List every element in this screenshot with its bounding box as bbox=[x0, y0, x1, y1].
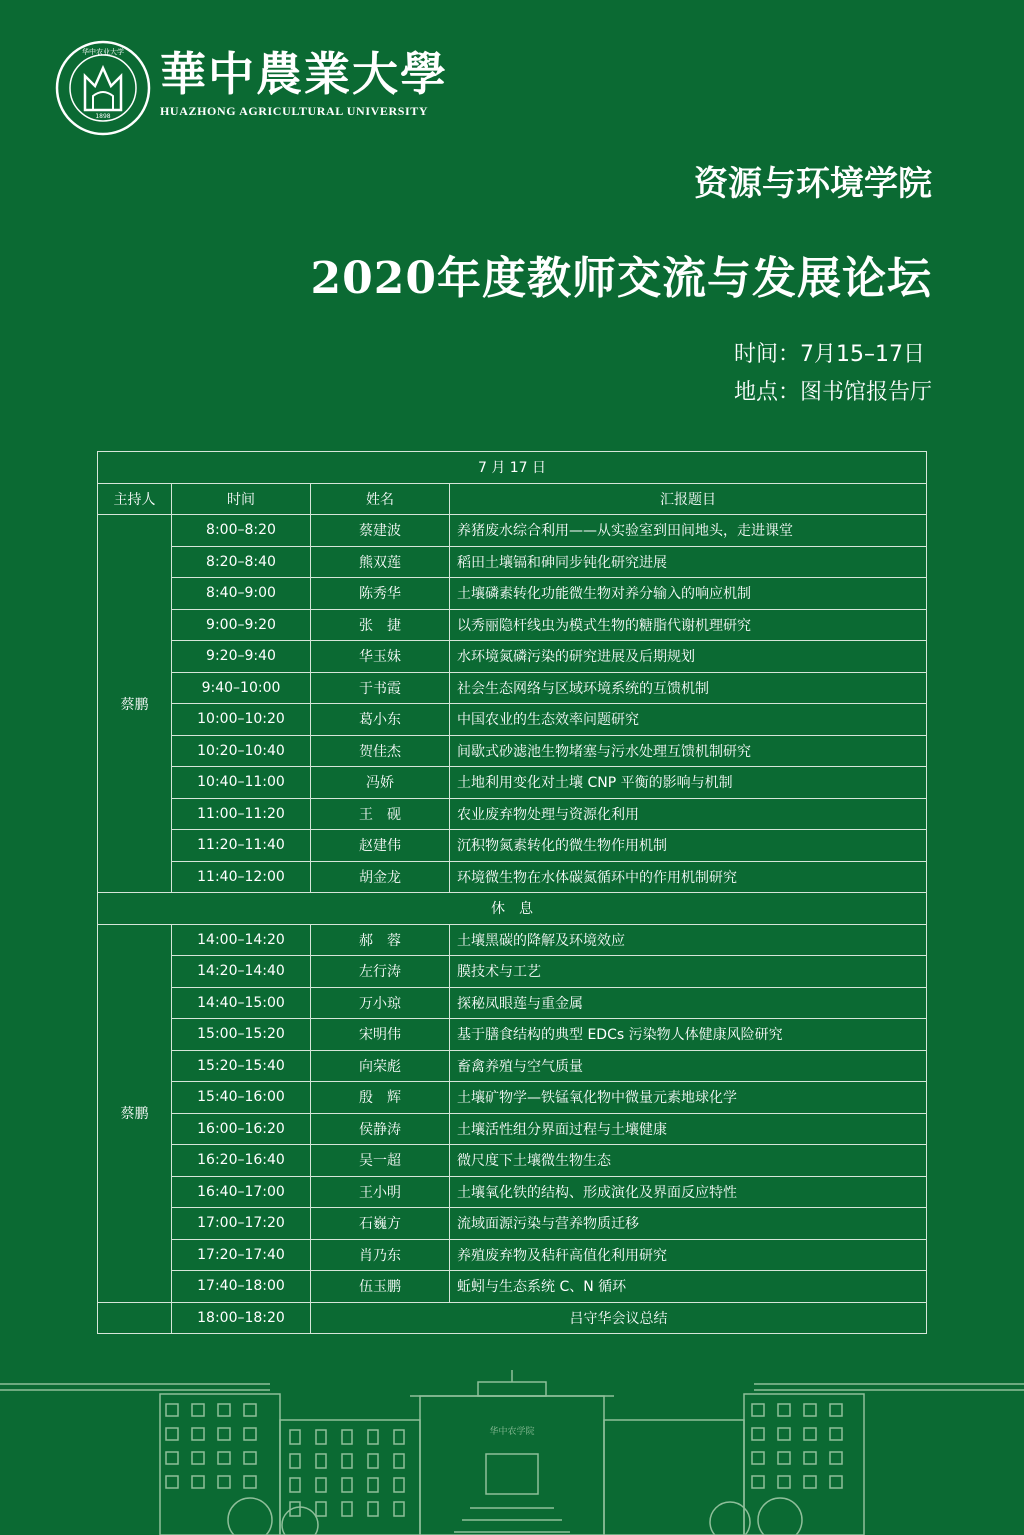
campus-building-illustration bbox=[0, 1370, 1024, 1535]
name-cell: 吴一超 bbox=[311, 1145, 450, 1177]
university-emblem-icon bbox=[55, 40, 151, 136]
window-mark bbox=[192, 1476, 204, 1488]
window-mark bbox=[752, 1452, 764, 1464]
table-row bbox=[98, 1239, 927, 1271]
time-cell: 15:00–15:20 bbox=[172, 1019, 311, 1051]
window-mark bbox=[218, 1452, 230, 1464]
closing-row bbox=[98, 1302, 927, 1334]
time-cell: 18:00–18:20 bbox=[172, 1302, 311, 1334]
table-row bbox=[98, 1176, 927, 1208]
table-row bbox=[98, 1050, 927, 1082]
time-cell: 9:40–10:00 bbox=[172, 672, 311, 704]
window-mark bbox=[166, 1452, 178, 1464]
name-cell: 殷 辉 bbox=[311, 1082, 450, 1114]
window-mark bbox=[342, 1454, 352, 1468]
name-cell: 郝 蓉 bbox=[311, 924, 450, 956]
event-venue: 地点：图书馆报告厅 bbox=[733, 380, 932, 405]
name-cell: 陈秀华 bbox=[311, 578, 450, 610]
window-mark bbox=[218, 1428, 230, 1440]
time-cell: 11:00–11:20 bbox=[172, 798, 311, 830]
schedule-table bbox=[97, 451, 927, 1334]
column-header-topic: 汇报题目 bbox=[450, 483, 927, 515]
table-row bbox=[98, 1082, 927, 1114]
closing-text: 吕守华会议总结 bbox=[311, 1302, 927, 1334]
table-row bbox=[98, 1019, 927, 1051]
window-mark bbox=[804, 1404, 816, 1416]
window-mark bbox=[804, 1452, 816, 1464]
topic-cell: 间歇式砂滤池生物堵塞与污水处理互馈机制研究 bbox=[450, 735, 927, 767]
forum-title: 2020年度教师交流与发展论坛 bbox=[310, 253, 932, 304]
break-label: 休 息 bbox=[98, 893, 927, 925]
name-cell: 王小明 bbox=[311, 1176, 450, 1208]
window-mark bbox=[394, 1430, 404, 1444]
host-cell: 蔡鹏 bbox=[98, 924, 172, 1302]
name-cell: 左行涛 bbox=[311, 956, 450, 988]
table-row bbox=[98, 704, 927, 736]
time-cell: 10:00–10:20 bbox=[172, 704, 311, 736]
topic-cell: 社会生态网络与区域环境系统的互馈机制 bbox=[450, 672, 927, 704]
university-name-cn: 華中農業大學 bbox=[160, 47, 448, 101]
name-cell: 于书霞 bbox=[311, 672, 450, 704]
window-mark bbox=[752, 1476, 764, 1488]
window-mark bbox=[778, 1428, 790, 1440]
name-cell: 赵建伟 bbox=[311, 830, 450, 862]
time-cell: 16:40–17:00 bbox=[172, 1176, 311, 1208]
window-mark bbox=[316, 1502, 326, 1516]
window-mark bbox=[368, 1502, 378, 1516]
time-cell: 14:00–14:20 bbox=[172, 924, 311, 956]
window-mark bbox=[218, 1404, 230, 1416]
window-mark bbox=[316, 1478, 326, 1492]
window-mark bbox=[778, 1476, 790, 1488]
table-row bbox=[98, 546, 927, 578]
host-cell bbox=[98, 1302, 172, 1334]
table-row bbox=[98, 987, 927, 1019]
window-mark bbox=[778, 1452, 790, 1464]
table-row bbox=[98, 672, 927, 704]
time-cell: 15:20–15:40 bbox=[172, 1050, 311, 1082]
name-cell: 熊双莲 bbox=[311, 546, 450, 578]
window-mark bbox=[830, 1476, 842, 1488]
time-cell: 10:40–11:00 bbox=[172, 767, 311, 799]
table-row bbox=[98, 924, 927, 956]
time-cell: 15:40–16:00 bbox=[172, 1082, 311, 1114]
name-cell: 张 捷 bbox=[311, 609, 450, 641]
name-cell: 肖乃东 bbox=[311, 1239, 450, 1271]
university-name-en: HUAZHONG AGRICULTURAL UNIVERSITY bbox=[160, 104, 429, 118]
window-mark bbox=[830, 1428, 842, 1440]
topic-cell: 土壤黑碳的降解及环境效应 bbox=[450, 924, 927, 956]
topic-cell: 沉积物氮素转化的微生物作用机制 bbox=[450, 830, 927, 862]
window-mark bbox=[342, 1430, 352, 1444]
name-cell: 万小琼 bbox=[311, 987, 450, 1019]
window-mark bbox=[290, 1454, 300, 1468]
time-cell: 8:40–9:00 bbox=[172, 578, 311, 610]
table-row bbox=[98, 767, 927, 799]
time-cell: 17:20–17:40 bbox=[172, 1239, 311, 1271]
table-row bbox=[98, 1208, 927, 1240]
window-mark bbox=[830, 1404, 842, 1416]
time-cell: 14:40–15:00 bbox=[172, 987, 311, 1019]
window-mark bbox=[290, 1478, 300, 1492]
time-cell: 14:20–14:40 bbox=[172, 956, 311, 988]
topic-cell: 土壤活性组分界面过程与土壤健康 bbox=[450, 1113, 927, 1145]
host-cell: 蔡鹏 bbox=[98, 515, 172, 893]
time-cell: 8:00–8:20 bbox=[172, 515, 311, 547]
topic-cell: 养殖废弃物及秸秆高值化利用研究 bbox=[450, 1239, 927, 1271]
table-row bbox=[98, 830, 927, 862]
topic-cell: 基于膳食结构的典型 EDCs 污染物人体健康风险研究 bbox=[450, 1019, 927, 1051]
name-cell: 冯娇 bbox=[311, 767, 450, 799]
event-meta bbox=[734, 336, 932, 412]
time-cell: 16:00–16:20 bbox=[172, 1113, 311, 1145]
time-cell: 9:00–9:20 bbox=[172, 609, 311, 641]
window-mark bbox=[830, 1452, 842, 1464]
topic-cell: 环境微生物在水体碳氮循环中的作用机制研究 bbox=[450, 861, 927, 893]
topic-cell: 畜禽养殖与空气质量 bbox=[450, 1050, 927, 1082]
window-mark bbox=[290, 1430, 300, 1444]
name-cell: 葛小东 bbox=[311, 704, 450, 736]
topic-cell: 探秘凤眼莲与重金属 bbox=[450, 987, 927, 1019]
building-sign: 华中农学院 bbox=[489, 1427, 535, 1437]
topic-cell: 水环境氮磷污染的研究进展及后期规划 bbox=[450, 641, 927, 673]
window-mark bbox=[166, 1476, 178, 1488]
table-row bbox=[98, 515, 927, 547]
topic-cell: 稻田土壤镉和砷同步钝化研究进展 bbox=[450, 546, 927, 578]
table-row bbox=[98, 609, 927, 641]
topic-cell: 农业废弃物处理与资源化利用 bbox=[450, 798, 927, 830]
window-mark bbox=[192, 1428, 204, 1440]
table-row bbox=[98, 1113, 927, 1145]
window-mark bbox=[394, 1502, 404, 1516]
time-cell: 8:20–8:40 bbox=[172, 546, 311, 578]
topic-cell: 养猪废水综合利用——从实验室到田间地头，走进课堂 bbox=[450, 515, 927, 547]
table-row bbox=[98, 861, 927, 893]
topic-cell: 以秀丽隐杆线虫为模式生物的糖脂代谢机理研究 bbox=[450, 609, 927, 641]
name-cell: 华玉妹 bbox=[311, 641, 450, 673]
name-cell: 蔡建波 bbox=[311, 515, 450, 547]
time-cell: 17:40–18:00 bbox=[172, 1271, 311, 1303]
time-cell: 16:20–16:40 bbox=[172, 1145, 311, 1177]
window-mark bbox=[752, 1428, 764, 1440]
name-cell: 伍玉鹏 bbox=[311, 1271, 450, 1303]
day-title: 7 月 17 日 bbox=[98, 452, 927, 484]
window-mark bbox=[368, 1430, 378, 1444]
emblem-ring-text: 华中农业大学 bbox=[82, 48, 124, 56]
window-mark bbox=[166, 1428, 178, 1440]
window-mark bbox=[368, 1454, 378, 1468]
topic-cell: 中国农业的生态效率问题研究 bbox=[450, 704, 927, 736]
time-cell: 17:00–17:20 bbox=[172, 1208, 311, 1240]
event-time: 时间：7月15–17日 bbox=[733, 342, 925, 367]
window-mark bbox=[778, 1404, 790, 1416]
window-mark bbox=[804, 1428, 816, 1440]
window-mark bbox=[316, 1454, 326, 1468]
window-mark bbox=[166, 1404, 178, 1416]
window-mark bbox=[192, 1452, 204, 1464]
window-mark bbox=[218, 1476, 230, 1488]
break-row bbox=[98, 893, 927, 925]
time-cell: 10:20–10:40 bbox=[172, 735, 311, 767]
window-mark bbox=[244, 1476, 256, 1488]
time-cell: 9:20–9:40 bbox=[172, 641, 311, 673]
time-cell: 11:40–12:00 bbox=[172, 861, 311, 893]
name-cell: 王 砚 bbox=[311, 798, 450, 830]
window-mark bbox=[804, 1476, 816, 1488]
window-mark bbox=[316, 1430, 326, 1444]
name-cell: 石巍方 bbox=[311, 1208, 450, 1240]
column-header-name: 姓名 bbox=[311, 483, 450, 515]
window-mark bbox=[368, 1478, 378, 1492]
topic-cell: 土壤氧化铁的结构、形成演化及界面反应特性 bbox=[450, 1176, 927, 1208]
topic-cell: 土壤矿物学—铁锰氧化物中微量元素地球化学 bbox=[450, 1082, 927, 1114]
topic-cell: 土壤磷素转化功能微生物对养分输入的响应机制 bbox=[450, 578, 927, 610]
table-row bbox=[98, 956, 927, 988]
college-name: 资源与环境学院 bbox=[694, 164, 932, 204]
window-mark bbox=[394, 1478, 404, 1492]
table-row bbox=[98, 1145, 927, 1177]
table-row bbox=[98, 578, 927, 610]
name-cell: 宋明伟 bbox=[311, 1019, 450, 1051]
window-mark bbox=[752, 1404, 764, 1416]
name-cell: 贺佳杰 bbox=[311, 735, 450, 767]
header-row bbox=[98, 483, 927, 515]
table-row bbox=[98, 641, 927, 673]
topic-cell: 流域面源污染与营养物质迁移 bbox=[450, 1208, 927, 1240]
table-row bbox=[98, 1271, 927, 1303]
window-mark bbox=[342, 1502, 352, 1516]
window-mark bbox=[244, 1452, 256, 1464]
window-mark bbox=[394, 1454, 404, 1468]
table-row bbox=[98, 735, 927, 767]
window-mark bbox=[244, 1428, 256, 1440]
column-header-host: 主持人 bbox=[98, 483, 172, 515]
window-mark bbox=[342, 1478, 352, 1492]
poster-header bbox=[0, 0, 1024, 440]
topic-cell: 土地利用变化对土壤 CNP 平衡的影响与机制 bbox=[450, 767, 927, 799]
topic-cell: 膜技术与工艺 bbox=[450, 956, 927, 988]
emblem-year: 1898 bbox=[95, 113, 111, 120]
name-cell: 胡金龙 bbox=[311, 861, 450, 893]
topic-cell: 蚯蚓与生态系统 C、N 循环 bbox=[450, 1271, 927, 1303]
window-mark bbox=[192, 1404, 204, 1416]
day-title-row bbox=[98, 452, 927, 484]
name-cell: 侯静涛 bbox=[311, 1113, 450, 1145]
table-row bbox=[98, 798, 927, 830]
time-cell: 11:20–11:40 bbox=[172, 830, 311, 862]
column-header-time: 时间 bbox=[172, 483, 311, 515]
topic-cell: 微尺度下土壤微生物生态 bbox=[450, 1145, 927, 1177]
window-mark bbox=[244, 1404, 256, 1416]
name-cell: 向荣彪 bbox=[311, 1050, 450, 1082]
